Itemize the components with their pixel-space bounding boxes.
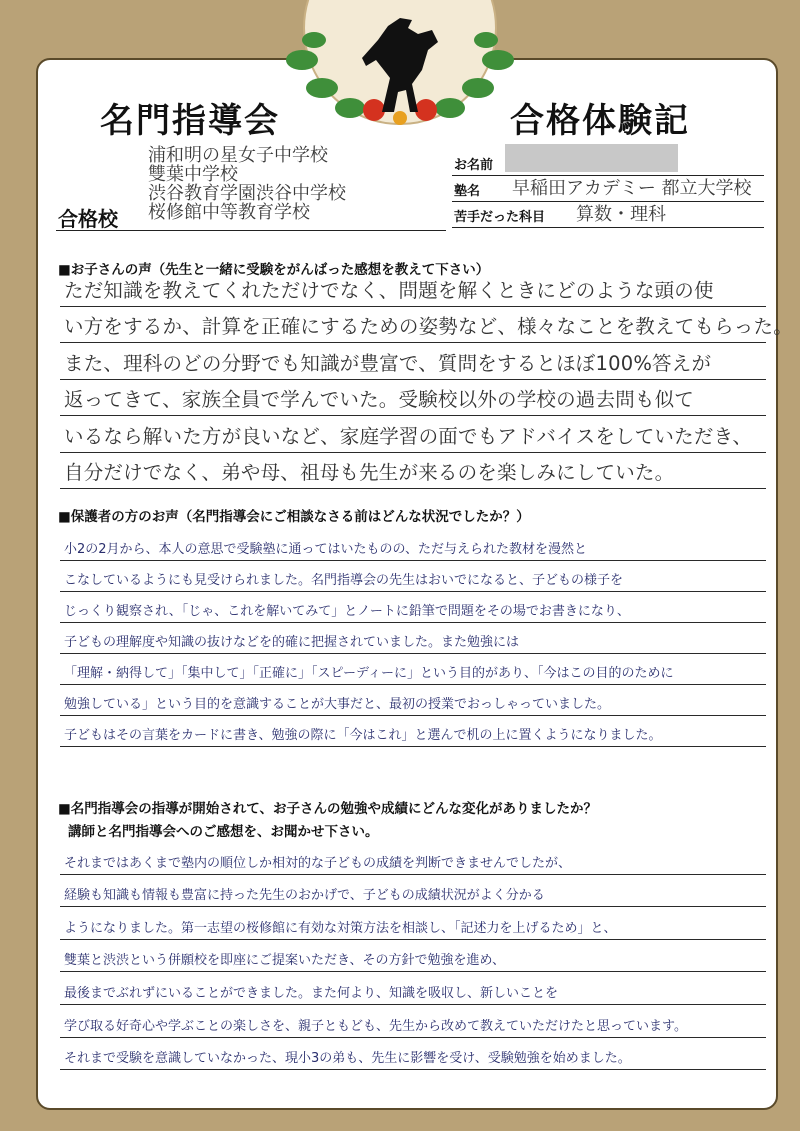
passed-school: 渋谷教育学園渋谷中学校 <box>148 183 346 204</box>
name-label: お名前 <box>454 158 494 173</box>
passed-schools-label: 合格校 <box>58 207 118 231</box>
comment-line: 子どもの理解度や知識の抜けなどを的確に把握されていました。また勉強には <box>60 623 766 654</box>
comment-line: それまで受験を意識していなかった、現小3の弟も、先生に影響を受け、受験勉強を始めました。 <box>60 1038 766 1071</box>
change-section-heading: ■名門指導会の指導が開始されて、お子さんの勉強や成績にどんな変化がありましたか？ <box>58 801 597 817</box>
subject-row <box>452 201 764 228</box>
name-redaction <box>505 144 678 172</box>
parent-comment-lines <box>60 530 766 747</box>
child-section-heading: ■お子さんの声（先生と一緒に受験をがんばった感想を教えて下さい） <box>58 262 490 278</box>
school-value: 早稲田アカデミー 都立大学校 <box>512 178 752 199</box>
subject-label: 苦手だった科目 <box>454 210 546 225</box>
comment-line: い方をするか、計算を正確にするための姿勢など、様々なことを教えてもらった。 <box>60 307 766 344</box>
comment-line: 返ってきて、家族全員で学んでいた。受験校以外の学校の過去問も似て <box>60 380 766 417</box>
comment-line: 小2の2月から、本人の意思で受験塾に通ってはいたものの、ただ与えられた教材を漫然と <box>60 530 766 561</box>
child-comment-lines <box>60 270 793 489</box>
comment-line: ただ知識を教えてくれただけでなく、問題を解くときにどのような頭の使 <box>60 270 766 307</box>
org-name: 名門指導会 <box>100 101 280 141</box>
subject-value: 算数・理科 <box>576 204 666 225</box>
comment-line: また、理科のどの分野でも知識が豊富で、質問をするとほぼ100%答えが <box>60 343 766 380</box>
comment-line: こなしているようにも見受けられました。名門指導会の先生はおいでになると、子どもの様子を <box>60 561 766 592</box>
horse-emblem <box>262 0 538 150</box>
school-row <box>452 175 764 202</box>
comment-line: 学び取る好奇心や学ぶことの楽しさを、親子ともども、先生から改めて教えていただけたと思っています。 <box>60 1005 766 1038</box>
parent-section-heading: ■保護者の方のお声（名門指導会にご相談なさる前はどんな状況でしたか？） <box>58 509 530 525</box>
comment-line: 「理解・納得して」「集中して」「正確に」「スピーディーに」という目的があり、「今はこの目的のために <box>60 654 766 685</box>
comment-line: 子どもはその言葉をカードに書き、勉強の際に「今はこれ」と選んで机の上に置くようになりました。 <box>60 716 766 747</box>
comment-line: 勉強している」という目的を意識することが大事だと、最初の授業でおっしゃっていました。 <box>60 685 766 716</box>
change-section-subheading: 講師と名門指導会へのご感想を、お聞かせ下さい。 <box>68 824 379 840</box>
comment-line: 雙葉と渋渋という併願校を即座にご提案いただき、その方針で勉強を進め、 <box>60 940 766 973</box>
change-comment-lines <box>60 842 766 1070</box>
document-title: 合格体験記 <box>510 101 690 141</box>
comment-line: じっくり観察され、「じゃ、これを解いてみて」とノートに鉛筆で問題をその場でお書きになり、 <box>60 592 766 623</box>
comment-line: 最後までぶれずにいることができました。また何より、知識を吸収し、新しいことを <box>60 972 766 1005</box>
passed-school: 雙葉中学校 <box>148 164 238 185</box>
comment-line: 経験も知識も情報も豊富に持った先生のおかげで、子どもの成績状況がよく分かる <box>60 875 766 908</box>
comment-line: それまではあくまで塾内の順位しか相対的な子どもの成績を判断できませんでしたが、 <box>60 842 766 875</box>
comment-line: いるなら解いた方が良いなど、家庭学習の面でもアドバイスをしていただき、 <box>60 416 766 453</box>
school-label: 塾名 <box>454 184 481 199</box>
comment-line: ようになりました。第一志望の桜修館に有効な対策方法を相談し、「記述力を上げるため」と、 <box>60 907 766 940</box>
divider <box>56 230 446 231</box>
comment-line: 自分だけでなく、弟や母、祖母も先生が来るのを楽しみにしていた。 <box>60 453 766 490</box>
passed-schools-list <box>148 146 448 222</box>
passed-school: 桜修館中等教育学校 <box>148 202 310 223</box>
passed-school: 浦和明の星女子中学校 <box>148 145 328 166</box>
